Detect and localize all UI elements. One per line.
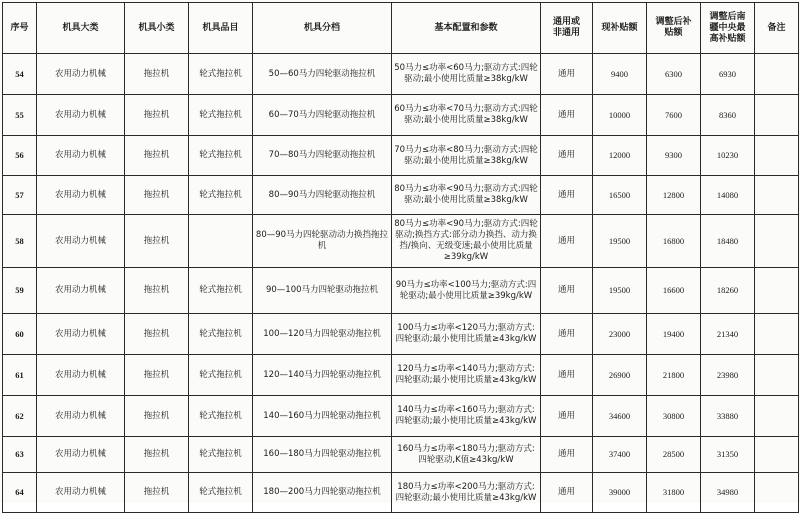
cell-seq: 63 xyxy=(3,437,37,473)
cell-grade: 140—160马力四轮驱动拖拉机 xyxy=(253,396,392,437)
cell-config: 160马力≤功率<180马力;驱动方式:四轮驱动,K值≥43kg/kW xyxy=(392,437,541,473)
cell-central-max: 8360 xyxy=(701,95,755,136)
cell-central-max: 6930 xyxy=(701,54,755,95)
table-row xyxy=(3,396,799,437)
cell-category: 农用动力机械 xyxy=(37,268,125,314)
header-subcategory: 机具小类 xyxy=(125,3,189,54)
header-category: 机具大类 xyxy=(37,3,125,54)
table-row xyxy=(3,54,799,95)
cell-grade: 60—70马力四轮驱动拖拉机 xyxy=(253,95,392,136)
cell-config: 50马力≤功率<60马力;驱动方式:四轮驱动;最小使用比质量≥38kg/kW xyxy=(392,54,541,95)
header-general: 通用或非通用 xyxy=(541,3,593,54)
cell-category: 农用动力机械 xyxy=(37,437,125,473)
cell-adjusted: 9300 xyxy=(647,136,701,176)
cell-category: 农用动力机械 xyxy=(37,136,125,176)
cell-category: 农用动力机械 xyxy=(37,54,125,95)
cell-seq: 56 xyxy=(3,136,37,176)
header-seq: 序号 xyxy=(3,3,37,54)
cell-general: 通用 xyxy=(541,268,593,314)
cell-seq: 54 xyxy=(3,54,37,95)
cell-general: 通用 xyxy=(541,54,593,95)
table-row xyxy=(3,95,799,136)
table-row xyxy=(3,215,799,268)
cell-adjusted: 19400 xyxy=(647,314,701,355)
cell-category: 农用动力机械 xyxy=(37,314,125,355)
cell-general: 通用 xyxy=(541,473,593,513)
cell-item: 轮式拖拉机 xyxy=(189,136,253,176)
table-row xyxy=(3,473,799,513)
cell-item: 轮式拖拉机 xyxy=(189,396,253,437)
cell-grade: 100—120马力四轮驱动拖拉机 xyxy=(253,314,392,355)
cell-remark xyxy=(755,95,799,136)
header-adjusted: 调整后补贴额 xyxy=(647,3,701,54)
table-row xyxy=(3,437,799,473)
cell-general: 通用 xyxy=(541,396,593,437)
cell-current: 12000 xyxy=(593,136,647,176)
cell-seq: 59 xyxy=(3,268,37,314)
cell-remark xyxy=(755,176,799,215)
table-row xyxy=(3,314,799,355)
cell-general: 通用 xyxy=(541,355,593,396)
cell-subcategory: 拖拉机 xyxy=(125,314,189,355)
table-row xyxy=(3,355,799,396)
cell-config: 80马力≤功率<90马力;驱动方式:四轮驱动;最小使用比质量≥38kg/kW xyxy=(392,176,541,215)
cell-config: 140马力≤功率<160马力;驱动方式:四轮驱动;最小使用比质量≥43kg/kW xyxy=(392,396,541,437)
header-config: 基本配置和参数 xyxy=(392,3,541,54)
cell-general: 通用 xyxy=(541,136,593,176)
cell-general: 通用 xyxy=(541,95,593,136)
cell-config: 60马力≤功率<70马力;驱动方式:四轮驱动;最小使用比质量≥38kg/kW xyxy=(392,95,541,136)
cell-adjusted: 16600 xyxy=(647,268,701,314)
cell-subcategory: 拖拉机 xyxy=(125,473,189,513)
header-central-max: 调整后南疆中央最高补贴额 xyxy=(701,3,755,54)
cell-seq: 64 xyxy=(3,473,37,513)
cell-current: 39000 xyxy=(593,473,647,513)
cell-config: 100马力≤功率<120马力;驱动方式:四轮驱动;最小使用比质量≥43kg/kW xyxy=(392,314,541,355)
subsidy-table xyxy=(2,2,799,513)
cell-current: 19500 xyxy=(593,268,647,314)
cell-adjusted: 31800 xyxy=(647,473,701,513)
cell-grade: 180—200马力四轮驱动拖拉机 xyxy=(253,473,392,513)
cell-subcategory: 拖拉机 xyxy=(125,95,189,136)
cell-category: 农用动力机械 xyxy=(37,95,125,136)
cell-category: 农用动力机械 xyxy=(37,355,125,396)
header-grade: 机具分档 xyxy=(253,3,392,54)
cell-item: 轮式拖拉机 xyxy=(189,95,253,136)
cell-subcategory: 拖拉机 xyxy=(125,268,189,314)
cell-seq: 61 xyxy=(3,355,37,396)
cell-current: 19500 xyxy=(593,215,647,268)
cell-config: 90马力≤功率<100马力;驱动方式:四轮驱动;最小使用比质量≥39kg/kW xyxy=(392,268,541,314)
cell-adjusted: 28500 xyxy=(647,437,701,473)
cell-config: 70马力≤功率<80马力;驱动方式:四轮驱动;最小使用比质量≥38kg/kW xyxy=(392,136,541,176)
cell-central-max: 34980 xyxy=(701,473,755,513)
header-remark: 备注 xyxy=(755,3,799,54)
cell-subcategory: 拖拉机 xyxy=(125,355,189,396)
header-row xyxy=(3,3,799,54)
cell-general: 通用 xyxy=(541,437,593,473)
table-row xyxy=(3,268,799,314)
cell-central-max: 23980 xyxy=(701,355,755,396)
cell-adjusted: 21800 xyxy=(647,355,701,396)
cell-remark xyxy=(755,54,799,95)
cell-item: 轮式拖拉机 xyxy=(189,54,253,95)
cell-current: 9400 xyxy=(593,54,647,95)
cell-subcategory: 拖拉机 xyxy=(125,396,189,437)
cell-category: 农用动力机械 xyxy=(37,396,125,437)
cell-current: 26900 xyxy=(593,355,647,396)
cell-general: 通用 xyxy=(541,314,593,355)
cell-remark xyxy=(755,136,799,176)
cell-remark xyxy=(755,355,799,396)
cell-grade: 120—140马力四轮驱动拖拉机 xyxy=(253,355,392,396)
cell-subcategory: 拖拉机 xyxy=(125,54,189,95)
cell-general: 通用 xyxy=(541,176,593,215)
cell-adjusted: 7600 xyxy=(647,95,701,136)
cell-seq: 60 xyxy=(3,314,37,355)
cell-subcategory: 拖拉机 xyxy=(125,176,189,215)
cell-item: 轮式拖拉机 xyxy=(189,176,253,215)
cell-central-max: 31350 xyxy=(701,437,755,473)
cell-central-max: 14080 xyxy=(701,176,755,215)
cell-category: 农用动力机械 xyxy=(37,176,125,215)
cell-remark xyxy=(755,314,799,355)
header-item: 机具品目 xyxy=(189,3,253,54)
header-current: 现补贴额 xyxy=(593,3,647,54)
cell-grade: 50—60马力四轮驱动拖拉机 xyxy=(253,54,392,95)
cell-item: 轮式拖拉机 xyxy=(189,473,253,513)
cell-current: 37400 xyxy=(593,437,647,473)
cell-remark xyxy=(755,473,799,513)
cell-remark xyxy=(755,437,799,473)
cell-grade: 80—90马力四轮驱动拖拉机 xyxy=(253,176,392,215)
cell-central-max: 10230 xyxy=(701,136,755,176)
table-row xyxy=(3,136,799,176)
cell-current: 10000 xyxy=(593,95,647,136)
cell-config: 80马力≤功率<90马力;驱动方式:四轮驱动;换挡方式:部分动力换挡、动力换挡/换向、无级变速;最小使用比质量≥39kg/kW xyxy=(392,215,541,268)
cell-adjusted: 12800 xyxy=(647,176,701,215)
cell-seq: 55 xyxy=(3,95,37,136)
cell-central-max: 18260 xyxy=(701,268,755,314)
cell-remark xyxy=(755,396,799,437)
cell-grade: 160—180马力四轮驱动拖拉机 xyxy=(253,437,392,473)
cell-item xyxy=(189,215,253,268)
cell-item: 轮式拖拉机 xyxy=(189,437,253,473)
cell-config: 120马力≤功率<140马力;驱动方式:四轮驱动;最小使用比质量≥43kg/kW xyxy=(392,355,541,396)
cell-subcategory: 拖拉机 xyxy=(125,437,189,473)
cell-item: 轮式拖拉机 xyxy=(189,355,253,396)
cell-adjusted: 30800 xyxy=(647,396,701,437)
cell-central-max: 21340 xyxy=(701,314,755,355)
cell-grade: 80—90马力四轮驱动动力换挡拖拉机 xyxy=(253,215,392,268)
cell-current: 23000 xyxy=(593,314,647,355)
cell-seq: 58 xyxy=(3,215,37,268)
cell-remark xyxy=(755,268,799,314)
cell-adjusted: 16800 xyxy=(647,215,701,268)
cell-adjusted: 6300 xyxy=(647,54,701,95)
cell-current: 34600 xyxy=(593,396,647,437)
cell-seq: 57 xyxy=(3,176,37,215)
cell-config: 180马力≤功率<200马力;驱动方式:四轮驱动;最小使用比质量≥43kg/kW xyxy=(392,473,541,513)
cell-central-max: 33880 xyxy=(701,396,755,437)
cell-item: 轮式拖拉机 xyxy=(189,268,253,314)
table-row xyxy=(3,176,799,215)
cell-general: 通用 xyxy=(541,215,593,268)
cell-grade: 90—100马力四轮驱动拖拉机 xyxy=(253,268,392,314)
cell-category: 农用动力机械 xyxy=(37,473,125,513)
cell-seq: 62 xyxy=(3,396,37,437)
cell-central-max: 18480 xyxy=(701,215,755,268)
cell-subcategory: 拖拉机 xyxy=(125,215,189,268)
cell-current: 16500 xyxy=(593,176,647,215)
cell-item: 轮式拖拉机 xyxy=(189,314,253,355)
cell-remark xyxy=(755,215,799,268)
cell-category: 农用动力机械 xyxy=(37,215,125,268)
cell-grade: 70—80马力四轮驱动拖拉机 xyxy=(253,136,392,176)
cell-subcategory: 拖拉机 xyxy=(125,136,189,176)
